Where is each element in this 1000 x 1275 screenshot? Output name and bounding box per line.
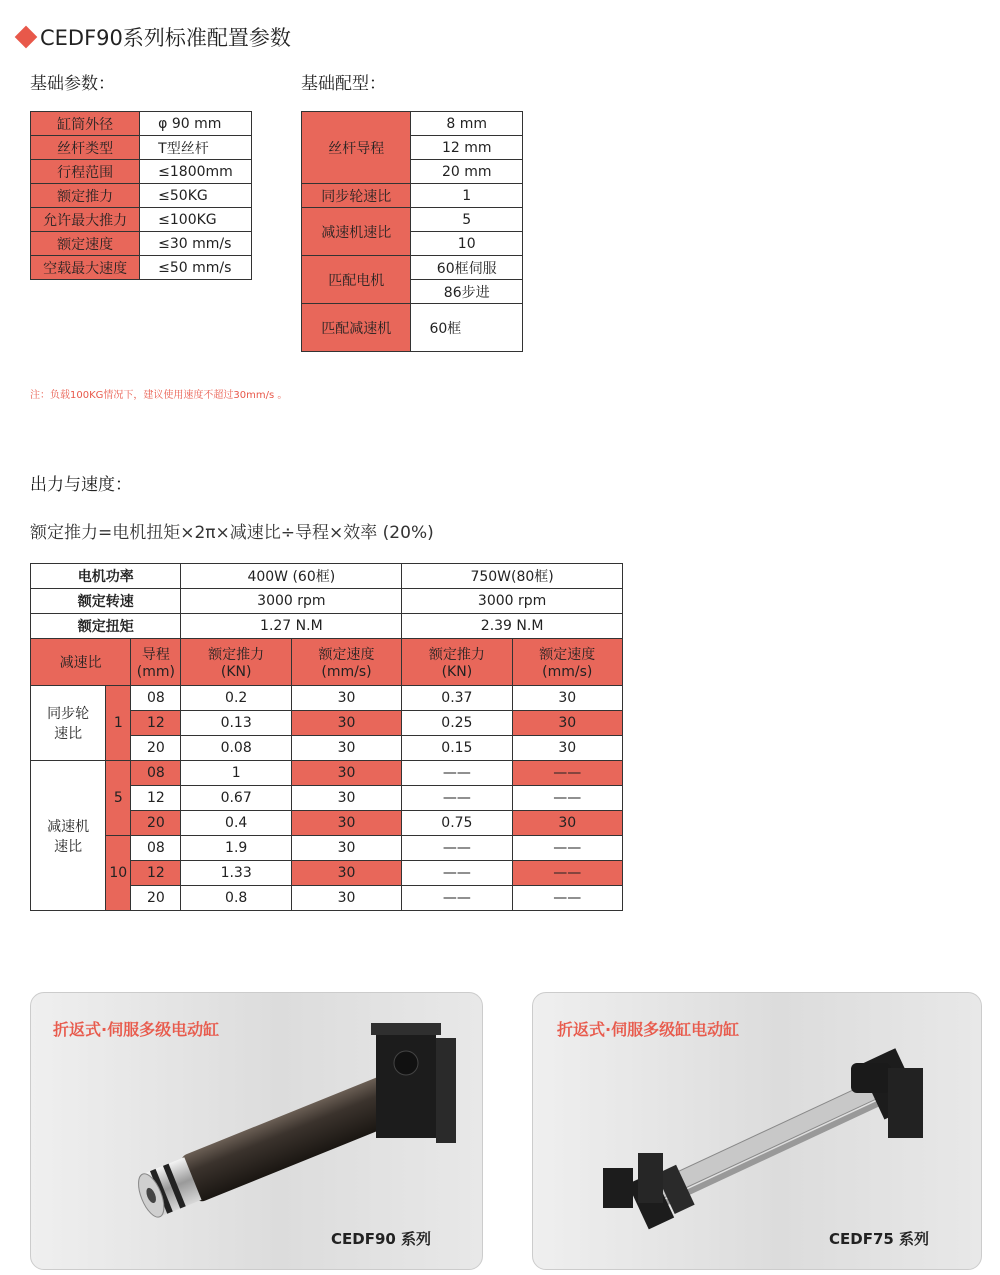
thrust-400w-cell: 0.4 [181,811,291,836]
motor-value: 86步进 [411,280,523,304]
group-sync-label: 同步轮 速比 [31,686,106,761]
thrust-400w-cell: 0.67 [181,786,291,811]
speed-750w-cell: —— [512,886,622,911]
lead-label: 丝杆导程 [302,112,411,184]
group-reducer-label: 减速机 速比 [31,761,106,911]
reducer-value: 10 [411,232,523,256]
speed-750w-cell: —— [512,786,622,811]
gearbox-label: 匹配减速机 [302,304,411,352]
motor-power-750w: 750W(80框) [402,564,623,589]
lead-cell: 20 [131,886,181,911]
rated-rpm-400w: 3000 rpm [181,589,402,614]
product-card-cedf90 [30,992,483,1270]
reducer-label: 减速机速比 [302,208,411,256]
lead-cell: 08 [131,761,181,786]
thrust-750w-cell: 0.25 [402,711,512,736]
thrust-750w-cell: 0.37 [402,686,512,711]
thrust-750w-cell: 0.15 [402,736,512,761]
speed-750w-cell: —— [512,861,622,886]
thrust-400w-cell: 0.2 [181,686,291,711]
thrust-750w-cell: —— [402,836,512,861]
speed-750w-cell: 30 [512,711,622,736]
ratio-1: 1 [106,686,131,761]
param-value: T型丝杆 [140,136,252,160]
speed-400w-cell: 30 [291,861,401,886]
gearbox-value: 60框 [411,304,523,352]
thrust-header: 额定推力 (KN) [181,639,291,686]
rated-rpm-750w: 3000 rpm [402,589,623,614]
param-value: ≤30 mm/s [140,232,252,256]
param-value: ≤50 mm/s [140,256,252,280]
reducer-value: 5 [411,208,523,232]
param-value: ≤50KG [140,184,252,208]
thrust-400w-cell: 0.8 [181,886,291,911]
speed-400w-cell: 30 [291,786,401,811]
param-label: 缸筒外径 [31,112,140,136]
speed-750w-cell: —— [512,836,622,861]
motor-power-label: 电机功率 [31,564,181,589]
lead-cell: 08 [131,836,181,861]
product-card-cedf75 [532,992,982,1270]
table-row [31,686,623,711]
motor-value: 60框伺服 [411,256,523,280]
rated-torque-label: 额定扭矩 [31,614,181,639]
lead-cell: 12 [131,861,181,886]
sync-label: 同步轮速比 [302,184,411,208]
param-label: 丝杆类型 [31,136,140,160]
table-row [31,836,623,861]
thrust-400w-cell: 1 [181,761,291,786]
param-label: 允许最大推力 [31,208,140,232]
speed-750w-cell: 30 [512,736,622,761]
speed-header: 额定速度 (mm/s) [291,639,401,686]
param-value: ≤100KG [140,208,252,232]
speed-400w-cell: 30 [291,736,401,761]
basic-param-row [31,208,252,232]
speed-400w-cell: 30 [291,761,401,786]
speed-400w-cell: 30 [291,711,401,736]
lead-cell: 20 [131,736,181,761]
lead-value: 20 mm [411,160,523,184]
motor-label: 匹配电机 [302,256,411,304]
speed-400w-cell: 30 [291,836,401,861]
card-caption: CEDF90 系列 [331,1230,432,1248]
thrust-750w-cell: —— [402,786,512,811]
page-title: CEDF90系列标准配置参数 [40,26,291,50]
param-label: 行程范围 [31,160,140,184]
thrust-750w-cell: —— [402,761,512,786]
card-title: 折返式·伺服多级缸电动缸 [557,1020,740,1039]
lead-cell: 20 [131,811,181,836]
speed-400w-cell: 30 [291,886,401,911]
basic-params-table [30,111,252,280]
speed-750w-cell: 30 [512,686,622,711]
basic-param-row [31,136,252,160]
lead-cell: 12 [131,711,181,736]
param-label: 空载最大速度 [31,256,140,280]
card-caption: CEDF75 系列 [829,1230,930,1248]
basic-param-row [31,112,252,136]
basic-param-row [31,256,252,280]
title-diamond-icon [15,26,38,49]
thrust-400w-cell: 1.9 [181,836,291,861]
speed-400w-cell: 30 [291,811,401,836]
speed-750w-cell: 30 [512,811,622,836]
ratio-5: 5 [106,761,131,836]
sync-value: 1 [411,184,523,208]
speed-header: 额定速度 (mm/s) [512,639,622,686]
thrust-750w-cell: —— [402,861,512,886]
thrust-750w-cell: —— [402,886,512,911]
rated-torque-750w: 2.39 N.M [402,614,623,639]
speed-400w-cell: 30 [291,686,401,711]
formula: 额定推力=电机扭矩×2π×减速比÷导程×效率 (20%) [30,523,434,543]
performance-table [30,563,623,911]
motor-power-400w: 400W (60框) [181,564,402,589]
thrust-header: 额定推力 (KN) [402,639,512,686]
param-label: 额定速度 [31,232,140,256]
footnote: 注：负载100KG情况下，建议使用速度不超过30mm/s 。 [30,390,288,401]
param-value: ≤1800mm [140,160,252,184]
basic-param-row [31,160,252,184]
speed-750w-cell: —— [512,761,622,786]
basic-params-heading: 基础参数： [30,74,115,94]
param-label: 额定推力 [31,184,140,208]
card-title: 折返式·伺服多级电动缸 [53,1020,220,1039]
lead-cell: 08 [131,686,181,711]
thrust-400w-cell: 0.08 [181,736,291,761]
basic-param-row [31,184,252,208]
lead-cell: 12 [131,786,181,811]
ratio-10: 10 [106,836,131,911]
param-value: φ 90 mm [140,112,252,136]
lead-header: 导程 (mm) [131,639,181,686]
rated-rpm-label: 额定转速 [31,589,181,614]
rated-torque-400w: 1.27 N.M [181,614,402,639]
table-row [31,761,623,786]
lead-value: 8 mm [411,112,523,136]
thrust-400w-cell: 0.13 [181,711,291,736]
ratio-header: 减速比 [31,639,131,686]
thrust-400w-cell: 1.33 [181,861,291,886]
lead-value: 12 mm [411,136,523,160]
thrust-750w-cell: 0.75 [402,811,512,836]
basic-config-heading: 基础配型： [301,74,386,94]
basic-config-table [301,111,523,352]
basic-param-row [31,232,252,256]
force-speed-heading: 出力与速度： [30,475,132,495]
